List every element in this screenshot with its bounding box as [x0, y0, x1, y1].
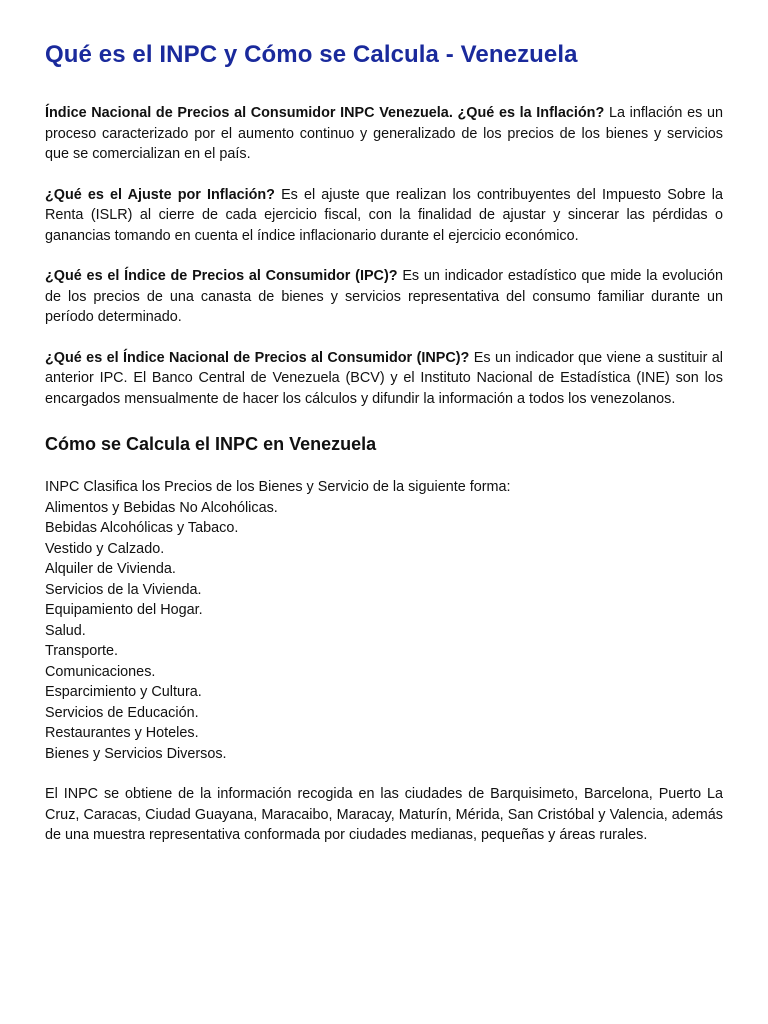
- paragraph-inpc-body: Es un indicador que viene a sustituir al anterior IPC. El Banco Central de Venezuela (BCV) y el Instituto Nacional de Estadística (INE) son los encargados mensualmente de hacer los cálculos y difundir la información a todos los venezolanos.: [45, 349, 723, 407]
- paragraph-inpc-heading: ¿Qué es el Índice Nacional de Precios al Consumidor (INPC)?: [45, 349, 470, 366]
- closing-paragraph: El INPC se obtiene de la información recogida en las ciudades de Barquisimeto, Barcelona, Puerto La Cruz, Caracas, Ciudad Guayana, Maracaibo, Maracay, Maturín, Mérida, San Cristóbal y Valencia, además de una muestra representativa conformada por ciudades medianas, pequeñas y áreas rurales.: [45, 786, 723, 843]
- paragraph-ajuste-body: Es el ajuste que realizan los contribuyentes del Impuesto Sobre la Renta (ISLR) al cierre de cada ejercicio fiscal, con la finalidad de ajustar y sincerar las pérdidas o ganancias tomando en cuenta el índice inflacionario durante el ejercicio económico.: [45, 186, 724, 244]
- section-heading: Cómo se Calcula el INPC en Venezuela: [45, 434, 377, 454]
- category-item: Equipamiento del Hogar.: [45, 602, 203, 618]
- category-item: Salud.: [45, 622, 86, 639]
- paragraph-inflacion-heading: Índice Nacional de Precios al Consumidor INPC Venezuela. ¿Qué es la Inflación?: [45, 105, 605, 121]
- category-item: Servicios de Educación.: [45, 704, 199, 721]
- category-item: Bebidas Alcohólicas y Tabaco.: [45, 520, 239, 536]
- category-item: Bienes y Servicios Diversos.: [45, 745, 227, 762]
- paragraph-ipc-body: Es un indicador estadístico que mide la evolución de los precios de una canasta de bienes y servicios representativa del consumo familiar durante un período determinado.: [45, 268, 723, 325]
- category-list: [45, 498, 723, 765]
- category-item: Alquiler de Vivienda.: [45, 561, 176, 577]
- page-title: Qué es el INPC y Cómo se Calcula - Venezuela: [45, 41, 578, 68]
- category-item: Esparcimiento y Cultura.: [45, 684, 202, 700]
- category-item: Servicios de la Vivienda.: [45, 581, 202, 598]
- paragraph-ipc: [45, 266, 723, 328]
- paragraph-ajuste-heading: ¿Qué es el Ajuste por Inflación?: [45, 186, 275, 203]
- category-item: Vestido y Calzado.: [45, 540, 165, 557]
- paragraph-ajuste: [45, 185, 723, 247]
- paragraph-inflacion-body: La inflación es un proceso caracterizado por el aumento continuo y generalizado de los precios de los bienes y servicios que se comercializan en el país.: [45, 105, 723, 162]
- category-item: Transporte.: [45, 643, 119, 659]
- section-intro: INPC Clasifica los Precios de los Bienes y Servicio de la siguiente forma:: [45, 479, 511, 495]
- category-item: Restaurantes y Hoteles.: [45, 725, 199, 741]
- category-item: Comunicaciones.: [45, 663, 156, 680]
- paragraph-ipc-heading: ¿Qué es el Índice de Precios al Consumidor (IPC)?: [45, 268, 398, 284]
- paragraph-inpc: [45, 348, 723, 410]
- category-item: Alimentos y Bebidas No Alcohólicas.: [45, 499, 278, 516]
- paragraph-inflacion: [45, 103, 723, 165]
